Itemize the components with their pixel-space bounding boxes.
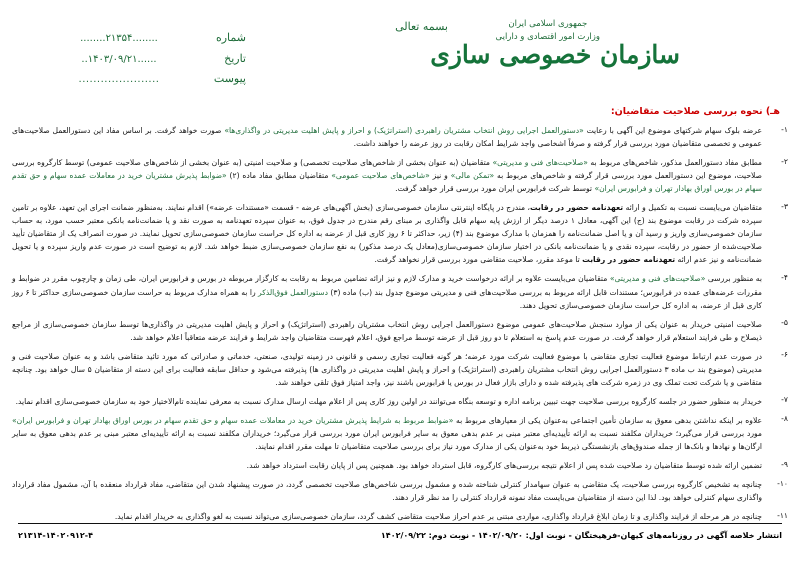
clause-text-run: متقاضیان می‌بایست علاوه بر ارائه درخواست خرید و مدارک لازم و نیز ارائه تضامین مربوط به رقابت به کارگزار مربوطه در بورس و فرابورس ایران، طی زمان و چارچوب مقرر در ضوابط و مقررات عرضه‌های عمده در فرابورس؛ مستندات قابل ارائه مربوط به بررسی صلاحیت‌های فنی و مدیریتی موضوع جدول بند (ب) ماده (۳) — [12, 274, 762, 297]
clause-item — [12, 459, 788, 472]
org-country-line: جمهوری اسلامی ایران — [508, 19, 588, 29]
clause-text-run: متقاضیان مطابق مفاد ماده (۲) — [226, 171, 332, 181]
clause-number: ۶- — [781, 350, 788, 360]
clause-text-run: خریدار به منظور حضور در جلسه کارگروه بررسی صلاحیت جهت تبیین برنامه اداره و توسعه بنگاه می‌توانند در اولین روز کاری پس از اعلام مهلت ارسال مدارک نسبت به معرفی نماینده تام‌الاختیار خود به سازمان خصوصی‌سازی اقدام نماید. — [15, 396, 762, 406]
clause-number: ۸- — [781, 414, 788, 424]
clause-text — [12, 395, 762, 408]
clause-item — [12, 318, 788, 344]
letterhead-fields — [36, 28, 246, 90]
field-value-attachment: ...................... — [78, 74, 160, 85]
clause-item — [12, 510, 788, 523]
clause-number: ۲- — [781, 156, 788, 166]
clause-text — [12, 156, 762, 195]
document-footer — [0, 523, 800, 541]
clause-text-run: «ضوابط پذیرش مشتریان خرید در معاملات عمده سهام و حق تقدم سهام در بورس اوراق بهادار تهران و فرابورس ایران» — [12, 171, 762, 194]
clause-text-run: تضمین ارائه شده توسط متقاضیان رد صلاحیت شده پس از اعلام نتیجه بررسی‌های کارگروه، قابل استرداد خواهد بود. همچنین پس از پایان رقابت استرداد خواهد شد. — [246, 461, 762, 471]
clause-text-run: «دستورالعمل اجرایی روش انتخاب مشتریان راهبردی (استراتژیک) و احراز و پایش اهلیت مدیریتی در واگذاری‌ها» — [224, 126, 584, 135]
clause-text-run: مورد بررسی قرار می‌گیرد؛ خریداران مکلفند نسبت به ارائه تأییدیه‌ای معتبر مبنی بر عدم بدهی معوق به سایر فرابورس ایران مورد بررسی قرار می‌گیرد؛ خریداران مکلفند نسبت به ارائه تأییدیه‌ای معتبر مبنی بر عدم بدهی معوق به سایر ارگان‌ها و نهادها و بانک‌ها از جمله صندوق‌های بازنشستگی ذیربط خود به‌عنوان یکی از مدارک مورد نیاز برای بررسی صلاحیت متقاضیان تا مهلت مقرر اقدام نمایند. — [12, 428, 762, 451]
footer-divider — [18, 523, 782, 525]
footer-publication-note: انتشار خلاصه آگهی در روزنامه‌های کیهان-فرهیختگان - نوبت اول: ۱۴۰۲/۰۹/۲۰ - نوبت دوم: ۱۴۰۲/۰۹/۲۲ — [380, 531, 782, 540]
clause-text-run: چنانچه در هر مرحله از فرایند واگذاری و تا زمان ابلاغ قرارداد واگذاری، مواردی مبتنی بر عدم احراز صلاحیت متقاضی کشف گردد، سازمان خصوصی‌سازی می‌تواند نسبت به لغو واگذاری به خریدار اقدام نماید. — [114, 512, 762, 522]
clause-item — [12, 156, 788, 195]
clause-text-run: چنانچه به تشخیص کارگروه بررسی صلاحیت، یک متقاضی به عنوان سهامدار کنترلی شناخته شده و مشمول بررسی شاخص‌های صلاحیت تخصصی گردد، در صورت پیشنهاد شدن این متقاضی، مفاد قرارداد منعقده با آن، مشمول مفاد قرارداد واگذاری سهام کنترلی خواهد بود. لذا این دسته از متقاضیان می‌بایست مفاد نمونه قرارداد کنترلی را مد نظر قرار دهند. — [12, 480, 762, 503]
clause-text-run: توسط شرکت فرابورس ایران مورد بررسی قرار خواهد گرفت. — [395, 184, 595, 194]
clause-number: ۷- — [781, 395, 788, 405]
clause-number: ۳- — [781, 201, 788, 211]
clause-number: ۱۰- — [777, 478, 788, 488]
letterhead-field-row — [36, 69, 246, 90]
clause-text — [12, 124, 762, 150]
clause-item — [12, 350, 788, 389]
clause-number: ۵- — [781, 318, 788, 328]
clause-text-run: «ضوابط مربوط به شرایط پذیرش مشتریان خرید در معاملات عمده سهام و حق تقدم سهام در بورس اوراق بهادار تهران و فرابورس ایران» — [12, 415, 454, 425]
clause-number: ۴- — [781, 272, 788, 282]
clause-text — [12, 478, 762, 504]
clause-text — [12, 272, 762, 311]
clause-item — [12, 478, 788, 504]
clause-item — [12, 414, 788, 453]
organization-title: سازمان خصوصی سازی — [430, 40, 680, 69]
clause-item — [12, 272, 788, 311]
letterhead-field-row — [36, 28, 246, 49]
clause-text-run: متقاضیان می‌بایست نسبت به تکمیل و ارائه — [623, 203, 763, 213]
clause-text-run: عرضه بلوک سهام شرکتهای موضوع این آگهی با رعایت — [583, 126, 762, 135]
clause-text — [12, 318, 762, 344]
basmala-text: بسمه تعالی — [395, 20, 448, 33]
clause-text-run: تا موعد مقرر، صلاحیت متقاضی مورد بررسی قرار نخواهد گرفت. — [374, 255, 583, 265]
clause-text-run: در صورت عدم ارتباط موضوع فعالیت تجاری متقاضی با موضوع فعالیت شرکت مورد عرضه؛ هر گونه فعالیت تجاری رسمی و قانونی در زمینه تولیدی، صنعتی، خدماتی و صادراتی که مورد تائید متقاضی باشد و به‌ عنوان صلاحیت فنی و مدیریتی (موضوع بند ب ماده ۳ دستورالعمل اجرایی روش انتخاب مشتریان راهبردی (استراتژیک) و احراز و پایش اهلیت مدیریتی در واگذاری ها) پذیرفته می‌شود و حداقل سابقه فعالیت برای این دسته از متقاضیان ۵ سال خواهد بود. چنانچه متقاضی و یا شرکت تحت تملک وی در زمره شرکت های پذیرفته شده و دارای بازار فعال در بورس یا فرابورس باشند نیز، واجد امتیاز فوق تلقی خواهند شد. — [12, 351, 762, 387]
clause-text — [12, 414, 762, 453]
clause-text-run: صورت خواهد گرفت. بر اساس مفاد این دستورالعمل صلاحیت‌های عمومی و تخصصی متقاضیان مورد بررسی قرار گرفته و صرفاً اشخاصی واجد شرایط امکان رقابت در روز عرضه را خواهند داشت. — [12, 126, 762, 149]
clause-text-run: را به همراه مدارک مربوط به حراست سازمان خصوصی‌سازی حداکثر تا ۶ روز کاری قبل از عرضه، به اداره کل حراست سازمان خصوصی‌سازی تحویل دهند. — [12, 287, 762, 310]
clause-text-run: «صلاحیت‌های فنی و مدیریتی» — [609, 274, 706, 284]
clause-text-run: مطابق مفاد دستورالعمل مذکور، شاخص‌های مربوط به — [587, 158, 763, 168]
clause-text-run: به منظور بررسی — [705, 274, 762, 284]
clause-text-run: متقاضیان (به عنوان بخشی از شاخص‌های صلاحیت تخصصی) و صلاحیت امنیتی (به عنوان بخشی از شاخص‌های صلاحیت عمومی) توسط کارگروه بررسی صلاحیت، موضوع این دستورالعمل مورد بررسی قرار گرفته و شاخص‌های مربوط به — [12, 158, 762, 181]
clause-text — [12, 510, 762, 523]
footer-row — [18, 531, 782, 540]
clause-text-run: دستورالعمل فوق‌الذکر — [258, 287, 328, 297]
field-label-number: شماره — [215, 31, 246, 44]
field-label-attachment: پیوست — [213, 72, 246, 85]
clause-text-run: تعهدنامه حضور در رقابت — [582, 255, 676, 265]
org-ministry-line: وزارت امور اقتصادی و دارایی — [495, 31, 600, 42]
clause-text — [12, 459, 762, 472]
clause-item — [12, 201, 788, 266]
section-heading: هـ) نحوه بررسی صلاحیت متقاضیان: — [610, 106, 780, 117]
footer-reference-code: ۲۱۳۱۴-۱۴۰۲۰۹۱۲-۴ — [18, 531, 93, 540]
clause-text-run: ، مندرج در پایگاه اینترنتی سازمان خصوصی‌سازی (بخش آگهی‌های عرضه - قسمت «مستندات عرضه») اقدام نمایند. به‌منظور ضمانت اجرای این تعهد، علاوه بر تامین سپرده شرکت در رقابت موضوع بند (ج) این آگهی، معادل ۱ درصد دیگر از ارزش پایه سهام قابل واگذاری بر مبنای رقم مندرج در جدول فوق، به عنوان سپرده تعهدنامه به صورت نقد و یا ضمانت‌نامه بانکی معتبر حسب مورد، به حساب سازمان خصوصی‌سازی واریز و رسید آن و یا اصل ضمانت‌نامه را همزمان با مدارک موضوع بند (۴) زیر، حداکثر تا ۶ روز کاری قبل از عرضه به اداره کل حراست سازمان خصوصی‌سازی تحویل نمایند. در صورت انصراف یک از متقاضیان تأیید صلاحیت‌شده از حضور در رقابت، سپرده نقدی و یا ضمانت‌نامه بانکی در اختیار سازمان خصوصی‌سازی(معادل یک درصد مذکور) به نفع سازمان خصوصی‌سازی ضبط خواهد شد. لازم به توضیح است در صورت عدم واریز سپرده و یا تحویل ضمانت‌نامه و نیز عدم ارائه — [12, 203, 762, 265]
clause-number: ۱- — [781, 124, 788, 134]
letterhead — [0, 0, 800, 104]
clause-text-run: «تمکن مالی» — [450, 171, 495, 181]
document-body — [0, 104, 800, 523]
clause-text — [12, 201, 762, 266]
clause-text-run: «صلاحیت‌های فنی و مدیریتی» — [492, 158, 588, 168]
letterhead-field-row — [36, 49, 246, 70]
clause-number: ۹- — [781, 459, 788, 469]
clause-text-run: صلاحیت امنیتی خریدار به عنوان یکی از موارد سنجش صلاحیت‌های عمومی موضوع دستورالعمل اجرایی روش انتخاب مشتریان راهبردی (استراتژیک) و احراز و پایش اهلیت مدیریتی در واگذاری‌ها توسط سازمان خصوصی‌سازی از مراجع ذیصلاح و طی فرایند استعلام قرار خواهد گرفت. در صورت عدم پاسخ به استعلام تا دو روز قبل از عرضه توسط مراجع فوق، اعلام فهرست متقاضیان واجد شرایط و فرایند عرضه متعاقباً اعلام خواهد شد. — [12, 319, 762, 342]
field-value-number: ........۲۱۳۵۴........ — [80, 33, 158, 44]
field-label-date: تاریخ — [224, 51, 246, 65]
field-value-date: ......۱۴۰۳/۰۹/۲۱.. — [81, 53, 157, 65]
clause-item — [12, 124, 788, 150]
clause-text-run: و نیز — [429, 171, 451, 181]
clause-text — [12, 350, 762, 389]
clause-text-run: تعهدنامه حضور در رقابت — [530, 203, 624, 213]
clause-text-run: علاوه بر اینکه نداشتن بدهی معوق به سازمان تأمین اجتماعی به‌عنوان یکی از معیارهای مربوط به — [453, 415, 763, 425]
clause-number: ۱۱- — [777, 510, 788, 520]
clause-list — [12, 124, 788, 523]
clause-text-run: «شاخص‌های صلاحیت عمومی» — [331, 171, 430, 181]
clause-item — [12, 395, 788, 408]
